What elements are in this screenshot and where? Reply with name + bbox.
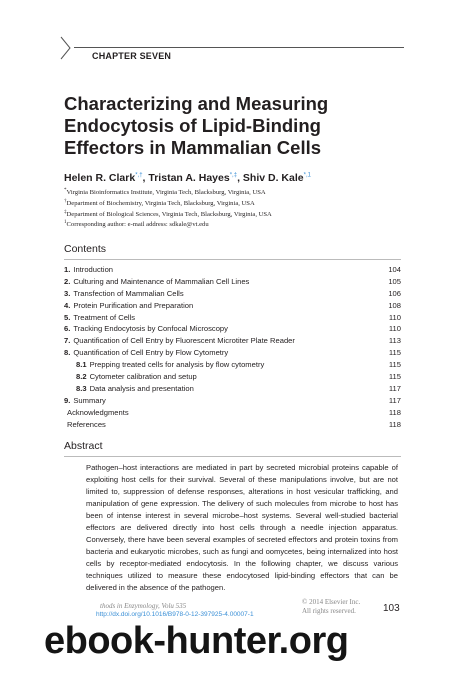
toc-entry[interactable] — [64, 347, 401, 359]
toc-page: 117 — [388, 383, 401, 393]
abstract-heading: Abstract — [64, 440, 103, 452]
toc-label: Transfection of Mammalian Cells — [73, 288, 184, 298]
toc-page: 115 — [388, 372, 401, 382]
toc-number: 5. — [64, 312, 71, 322]
toc-number: 6. — [64, 324, 71, 334]
chapter-chevron-icon — [60, 36, 72, 60]
affiliation: †Department of Biochemistry, Virginia Tech, Blacksburg, Virginia, USA — [64, 198, 255, 207]
toc-entry[interactable] — [64, 323, 401, 335]
toc-entry[interactable] — [64, 276, 401, 288]
toc-number: 4. — [64, 300, 71, 310]
toc-entry[interactable] — [64, 300, 401, 312]
author-marks[interactable]: *,1 — [303, 172, 311, 179]
table-of-contents — [64, 264, 401, 430]
toc-page: 118 — [388, 419, 401, 429]
journal-citation: thods in Enzymology, Volu 535 — [100, 602, 187, 610]
toc-label: Protein Purification and Preparation — [73, 300, 194, 310]
copyright-notice: © 2014 Elsevier Inc. All rights reserved. — [302, 598, 361, 615]
toc-entry[interactable] — [64, 288, 401, 300]
chapter-title: Characterizing and Measuring Endocytosis of Lipid-Binding Effectors in Mammalian Cells — [64, 93, 329, 158]
toc-label: Quantification of Cell Entry by Flow Cytometry — [73, 348, 229, 358]
toc-entry[interactable] — [64, 371, 401, 383]
toc-label: Tracking Endocytosis by Confocal Microscopy — [73, 324, 228, 334]
author-list: Helen R. Clark*,†, Tristan A. Hayes*,‡, Shiv D. Kale$^{*,1}$ — [64, 172, 311, 184]
toc-number: 8.3 — [76, 383, 87, 393]
chapter-rule — [74, 47, 404, 48]
toc-page: 117 — [388, 395, 401, 405]
toc-number: 8. — [64, 348, 71, 358]
toc-label: Introduction — [73, 265, 114, 274]
toc-entry[interactable] — [64, 419, 401, 431]
affiliation-list — [64, 187, 272, 230]
toc-entry[interactable] — [64, 264, 401, 276]
toc-page: 110 — [388, 324, 401, 334]
contents-rule — [64, 259, 401, 260]
toc-entry[interactable] — [64, 312, 401, 324]
author-name: Tristan A. Hayes — [148, 172, 230, 184]
toc-label: Cytometer calibration and setup — [89, 372, 197, 382]
toc-page: 104 — [388, 265, 401, 274]
chapter-label: CHAPTER SEVEN — [92, 51, 172, 61]
toc-number: 9. — [64, 395, 71, 405]
toc-page: 118 — [388, 407, 401, 417]
watermark-logo: ebook-hunter.org — [44, 620, 349, 662]
toc-label: Treatment of Cells — [73, 312, 136, 322]
toc-page: 115 — [388, 348, 401, 358]
author-marks[interactable]: *,‡ — [229, 172, 238, 179]
toc-number: 7. — [64, 336, 71, 346]
toc-page: 110 — [388, 312, 401, 322]
contents-heading: Contents — [64, 243, 107, 255]
toc-label: Prepping treated cells for analysis by flow cytometry — [89, 360, 265, 370]
toc-entry[interactable] — [64, 407, 401, 419]
toc-label: Data analysis and presentation — [89, 383, 194, 393]
toc-entry[interactable] — [64, 395, 401, 407]
toc-page: 113 — [388, 336, 401, 346]
toc-entry[interactable] — [64, 335, 401, 347]
toc-page: 105 — [388, 276, 401, 286]
toc-label: Culturing and Maintenance of Mammalian Cell Lines — [73, 276, 250, 286]
doi-link[interactable]: http://dx.doi.org/10.1016/B978-0-12-397925-4.00007-1 — [96, 611, 254, 618]
affiliation: *Virginia Bioinformatics Institute, Virginia Tech, Blacksburg, Virginia, USA — [64, 188, 266, 197]
author-marks[interactable]: *,† — [135, 172, 143, 179]
toc-label: References — [67, 419, 106, 429]
author-name: Helen R. Clark — [64, 172, 136, 184]
toc-page: 115 — [388, 360, 401, 370]
toc-label: Summary — [73, 395, 106, 405]
abstract-rule — [64, 456, 401, 457]
author-name: Shiv D. Kale — [242, 172, 304, 184]
affiliation: $^1$Corresponding author: e-mail address: sdkale@vt.edu — [64, 220, 209, 229]
toc-number: 2. — [64, 276, 71, 286]
page-number: 103 — [383, 603, 400, 614]
toc-label: Acknowledgments — [67, 407, 129, 417]
toc-number: 8.2 — [76, 372, 87, 382]
toc-page: 106 — [388, 288, 401, 298]
toc-number: 1. — [64, 265, 71, 274]
toc-entry[interactable] — [64, 383, 401, 395]
toc-label: Quantification of Cell Entry by Fluorescent Microtiter Plate Reader — [73, 336, 295, 346]
abstract-text: Pathogen–host interactions are mediated in part by secreted microbial proteins capable of exploiting host cells for their survival. Several of these manipulations involve, but are not limited to, suppression of defense responses, alterations in host vesicular trafficking, and manipulation of gene expression. The delivery of such molecules from microbe to host has been of intense interest in several microbe–host systems. Several well-studied bacterial effectors are delivered directly into host cells through a needle injection apparatus. Conversely, there have been several examples of secreted effectors and protein toxins from bacteria and eukaryotic microbes, such as fungi and oomycetes, being internalized into host cells by receptor-mediated endocytosis. In the following chapter, we discuss various techniques utilized to measure these endocytosed lipid-binding effectors that can be delivered in the absence of the pathogen. — [86, 463, 398, 592]
toc-number: 3. — [64, 288, 71, 298]
toc-page: 108 — [388, 300, 401, 310]
toc-entry[interactable] — [64, 359, 401, 371]
affiliation: ‡Department of Biological Sciences, Virginia Tech, Blacksburg, Virginia, USA — [64, 209, 272, 218]
toc-number: 8.1 — [76, 360, 87, 370]
